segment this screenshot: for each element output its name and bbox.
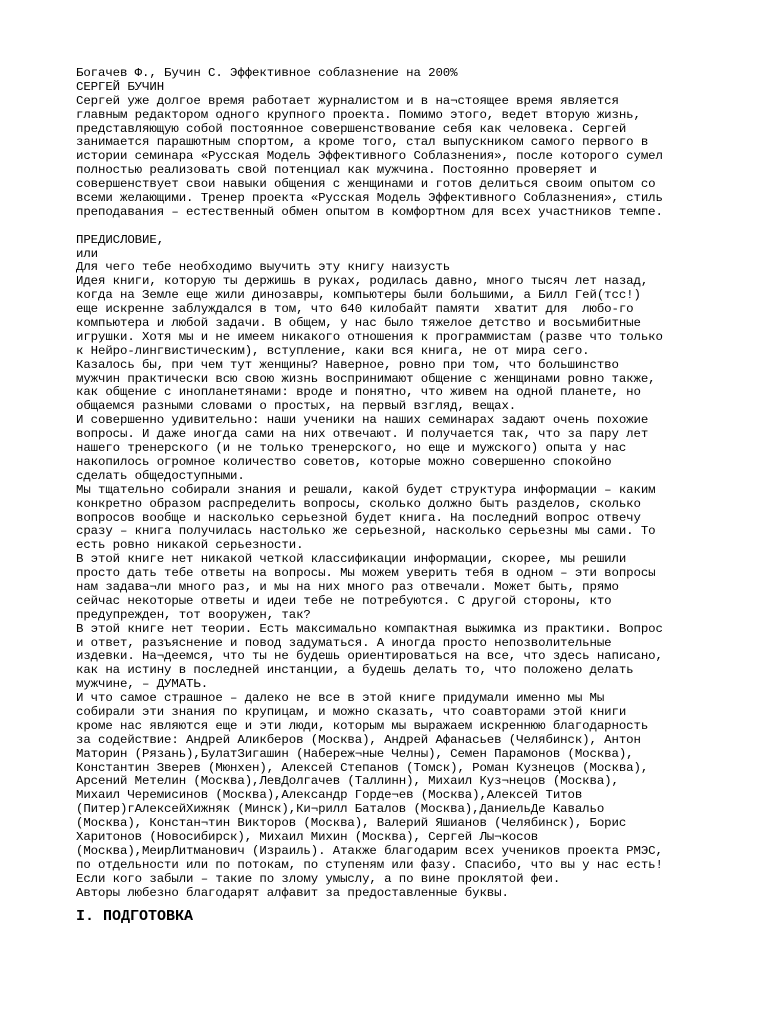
- preface-line: Казалось бы, при чем тут женщины? Наверное, ровно при том, что большинство: [76, 357, 619, 372]
- bio-line: главным редактором одного крупного проекта. Помимо этого, ведет вторую жизнь,: [76, 107, 641, 122]
- preface-line: собирали эти знания по крупицам, и можно сказать, что соавторами этой книги: [76, 704, 627, 719]
- preface-line: кроме нас являются еще и эти люди, которым мы выражаем искреннюю благодарность: [76, 718, 649, 733]
- preface-line: мужчин практически всю свою жизнь воспринимают общение с женщинами ровно также,: [76, 371, 656, 386]
- preface-line: вопросов вообще и насколько серьезной будет книга. На последний вопрос отвечу: [76, 510, 641, 525]
- author-bio: [76, 95, 716, 220]
- preface-line: сделать общедоступными.: [76, 468, 245, 483]
- preface-line: (Москва), Констан¬тин Викторов (Москва), Валерий Яшианов (Челябинск), Борис: [76, 816, 627, 831]
- preface-line: И что самое страшное – далеко не все в этой книге придумали именно мы Мы: [76, 691, 605, 706]
- preface-line: В этой книге нет теории. Есть максимально компактная выжимка из практики. Вопрос: [76, 621, 663, 636]
- section-heading: I. ПОДГОТОВКА: [76, 908, 194, 926]
- preface-line: Константин Зверев (Мюнхен), Алексей Степанов (Томск), Роман Кузнецов (Москва),: [76, 760, 649, 775]
- header-line: СЕРГЕЙ БУЧИН: [76, 79, 165, 94]
- preface-line: нам задава¬ли много раз, и мы на них много раз отвечали. Может быть, прямо: [76, 579, 619, 594]
- preface-line: Авторы любезно благодарят алфавит за предоставленные буквы.: [76, 885, 509, 900]
- header-line: Богачев Ф., Бучин С. Эффективное соблазнение на 200%: [76, 66, 458, 80]
- preface-line: издевки. На¬деемся, что ты не будешь ориентироваться на все, что здесь написано,: [76, 649, 663, 664]
- bio-line: всеми желающими. Тренер проекта «Русская Модель Эффективного Соблазнения», стиль: [76, 191, 663, 206]
- bio-line: истории семинара «Русская Модель Эффективного Соблазнения», после которого сумел: [76, 149, 663, 164]
- preface-line: Маторин (Рязань),БулатЗигашин (Набереж¬ные Челны), Семен Парамонов (Москва),: [76, 746, 634, 761]
- preface-line: еще искренне заблуждался в том, что 640 килобайт памяти хватит для любо-го: [76, 302, 634, 317]
- preface-line: или: [76, 246, 99, 261]
- preface-line: общаемся разными словами о простых, на первый взгляд, вещах.: [76, 399, 517, 414]
- preface-line: Идея книги, которую ты держишь в руках, родилась давно, много тысяч лет назад,: [76, 274, 649, 289]
- bio-line: Сергей уже долгое время работает журналистом и в на¬стоящее время является: [76, 93, 619, 108]
- preface-line: предупрежден, тот вооружен, так?: [76, 607, 311, 622]
- preface-line: есть ровно никакой серьезности.: [76, 538, 304, 553]
- preface-line: как на истину в последней инстанции, а будешь делать то, что положено делать: [76, 663, 634, 678]
- preface-line: Мы тщательно собирали знания и решали, какой будет структура информации – каким: [76, 482, 656, 497]
- preface-line: (Питер)гАлексейХижняк (Минск),Ки¬рилл Баталов (Москва),ДаниельДе Кавальо: [76, 802, 605, 817]
- preface-line: И совершенно удивительно: наши ученики на наших семинарах задают очень похожие: [76, 413, 649, 428]
- bio-line: совершенствует свои навыки общения с женщинами и готов делиться своим опытом со: [76, 177, 656, 192]
- preface-line: когда на Земле еще жили динозавры, компьютеры были большими, а Билл Гей(тсс!): [76, 288, 641, 303]
- preface-line: Харитонов (Новосибирск), Михаил Михин (Москва), Сергей Лы¬косов: [76, 829, 539, 844]
- preface-line: конкретно образом распределить вопросы, сколько должно быть разделов, сколько: [76, 496, 641, 511]
- preface-line: мужчине, – ДУМАТЬ.: [76, 677, 209, 692]
- preface-line: компьютера и любой задачи. В общем, у нас было тяжелое детство и восьмибитные: [76, 316, 641, 331]
- preface-line: Михаил Черемисинов (Москва),Александр Горде¬ев (Москва),Алексей Титов: [76, 788, 583, 803]
- blank-line: [76, 220, 716, 234]
- preface-line: и ответ, разъяснение и повод задуматься. А иногда просто непозволительные: [76, 635, 612, 650]
- preface-line: как общение с инопланетянами: вроде и понятно, что живем на одной планете, но: [76, 385, 641, 400]
- bio-line: преподавания – естественный обмен опытом в комфортном для всех участников темпе.: [76, 204, 663, 219]
- preface-line: Если кого забыли – такие по злому умыслу, а по вине проклятой феи.: [76, 871, 561, 886]
- preface-line: сейчас некоторые ответы и идеи тебе не потребуются. С другой стороны, кто: [76, 593, 612, 608]
- preface-line: В этой книге нет никакой четкой классификации информации, скорее, мы решили: [76, 552, 627, 567]
- bio-line: занимается парашютным спортом, а кроме того, стал выпускником самого первого в: [76, 135, 649, 150]
- preface-line: ПРЕДИСЛОВИЕ,: [76, 232, 165, 247]
- preface-line: игрушки. Хотя мы и не имеем никакого отношения к программистам (разве что только: [76, 329, 663, 344]
- bio-line: полностью реализовать свой потенциал как мужчина. Постоянно проверяет и: [76, 163, 597, 178]
- preface-line: к Нейро-лингвистическим), вступление, каки вся книга, не от мира сего.: [76, 343, 590, 358]
- bio-line: представляющую собой постоянное совершенствование себя как человека. Сергей: [76, 121, 627, 136]
- preface-line: сразу – книга получилась настолько же серьезной, насколько серьезны мы сами. То: [76, 524, 656, 539]
- preface-line: (Москва),МеирЛитманович (Израиль). Атакже благодарим всех учеников проекта РМЭС,: [76, 843, 663, 858]
- preface-line: вопросы. И даже иногда сами на них отвечают. И получается так, что за пару лет: [76, 427, 649, 442]
- preface-line: нашего тренерского (и не только тренерского, но еще и мужского) опыта у нас: [76, 441, 627, 456]
- preface-line: Для чего тебе необходимо выучить эту книгу наизусть: [76, 260, 451, 275]
- document-header: [76, 67, 716, 95]
- preface-line: накопилось огромное количество советов, которые можно совершенно спокойно: [76, 454, 612, 469]
- preface-line: просто дать тебе ответы на вопросы. Мы можем уверить тебя в одном – эти вопросы: [76, 566, 656, 581]
- preface-line: за содействие: Андрей Аликберов (Москва), Андрей Афанасьев (Челябинск), Антон: [76, 732, 641, 747]
- preface-line: по отдельности или по потокам, по ступеням или фазу. Спасибо, что вы у нас есть!: [76, 857, 663, 872]
- preface-line: Арсений Метелин (Москва),ЛевДолгачев (Таллинн), Михаил Куз¬нецов (Москва),: [76, 774, 619, 789]
- preface-text: [76, 234, 716, 901]
- document-page: [76, 67, 716, 926]
